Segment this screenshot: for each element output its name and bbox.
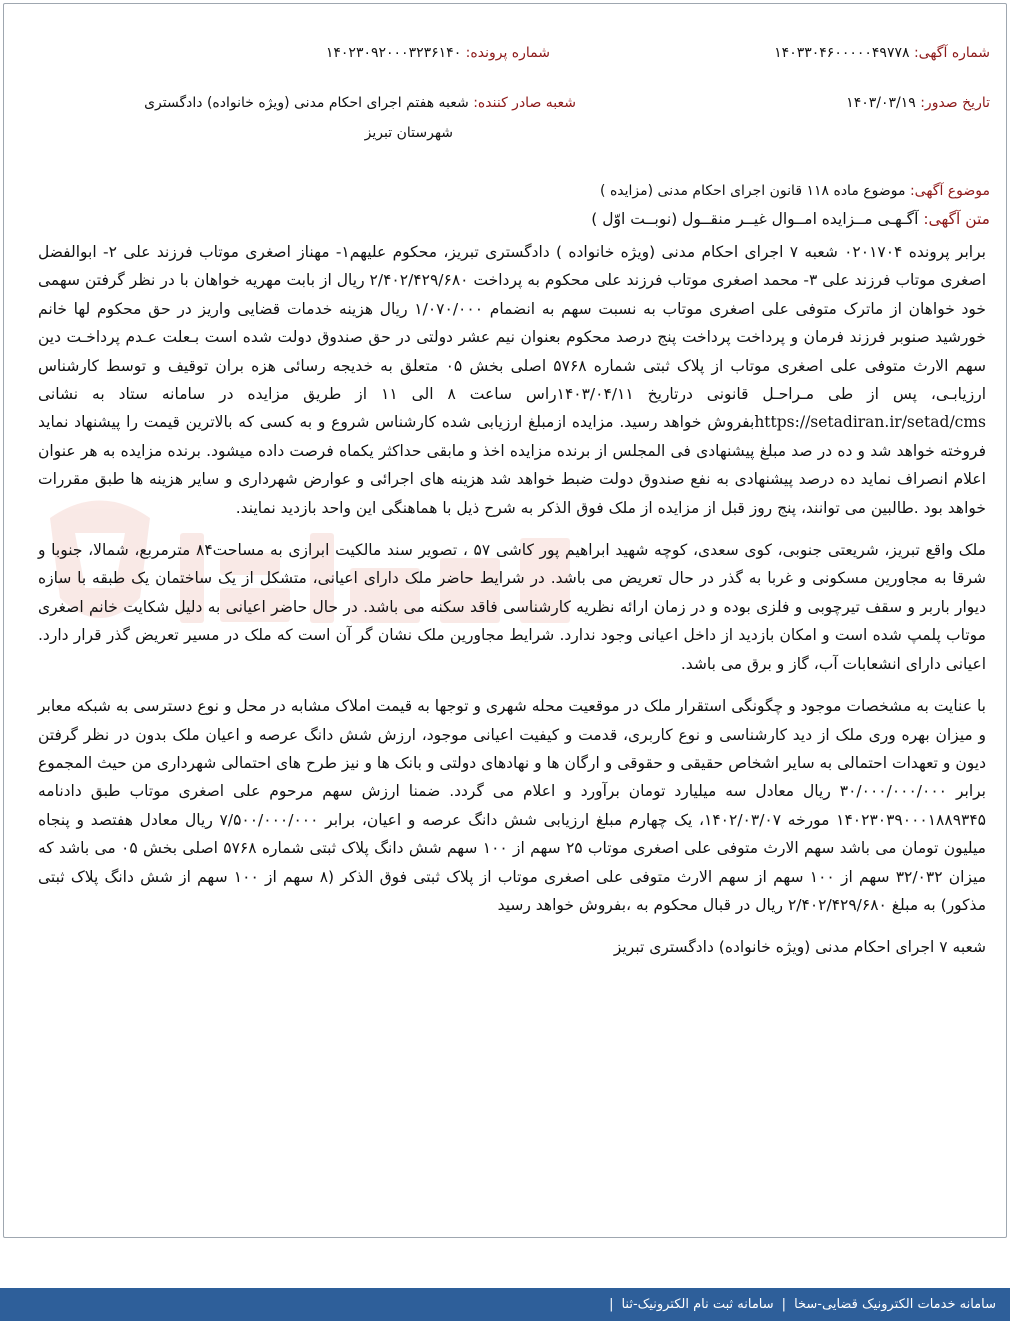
case-number-row <box>326 42 550 64</box>
issuer-row <box>144 92 576 114</box>
paragraph-2: ملک واقع تبریز، شریعتی جنوبی، کوی سعدی، کوچه شهید ابراهیم پور کاشی ۵۷ ، تصویر سند مالکیت ابرازی به مساحت۸۴ مترمربع، شمالا، جنوبا و شرقا به مجاورین مسکونی و غربا به گذر در حال تعریض می باشد. در شرایط حاضر ملک دارای اعیانی، متشکل از یک ساختمان یک طبقه با سازه دیوار باربر و سقف تیرچوبی و فلزی بوده و در زمان ارائه نظریه کارشناسی فاقد سکنه می باشد. در حال حاضر اعیانی به دلیل شکایت خانم اصغری موتاب پلمپ شده است و امکان بازدید از داخل اعیانی وجود ندارد. شرایط مجاورین ملک نشان گر آن است که ملک در مسیر تعریض گذر قرار دارد. اعیانی دارای انشعابات آب، گاز و برق می باشد. <box>38 541 986 673</box>
issue-date-row <box>846 92 990 114</box>
issuer-label: شعبه صادر کننده: <box>473 95 576 111</box>
text-title: آگـهـی مــزایده امــوال غیــر منقــول (نوبــت اوّل ) <box>591 210 919 228</box>
paragraph-1a: برابر پرونده ۰۲۰۱۷۰۴ شعبه ۷ اجرای احکام مدنی (ویژه خانواده ) دادگستری تبریز، محکوم علیهم۱- مهناز اصغری موتاب فرزند علی ۲- ابوالفضل اصغری موتاب فرزند علی ۳- محمد اصغری موتاب فرزند علی محکوم به پرداخت ۲/۴۰۲/۴۲۹/۶۸۰ ریال از بابت مهریه خواهان با در نظر گرفتن سهمی خود خواهان از ماترک متوفی علی اصغری موتاب به نسبت سهم به انضمام ۱/۰۷۰/۰۰۰ ریال هزینه خدمات قضایی واریز در حق محکوم لها خانم خورشید صنوبر فرزند فرمان و پرداخت پرداخت پنج درصد محکوم بعنوان نیم عشر دولتی در حق صندوق دولت شده است بـعلت عـدم پرداخـت دین سهم الارث متوفی علی اصغری موتاب از پلاک ثبتی شماره ۵۷۶۸ اصلی بخش ۰۵ متعلق به خدیجه رسائی هزه بران توقیف و توسط کارشناس ارزیابـی، پس از طی مـراحـل قانونی درتاریخ ۱۴۰۳/۰۴/۱۱راس ساعت ۸ الی ۱۱ از طریق مزایده در سامانه ستاد به نشانی <box>38 243 987 404</box>
setad-url-link[interactable]: https://setadiran.ir/setad/cms <box>754 413 986 432</box>
subject-label: موضوع آگهی: <box>909 183 990 199</box>
signature: شعبه ۷ اجرای احکام مدنی (ویژه خانواده) دادگستری تبریز <box>613 938 986 957</box>
notice-body <box>38 238 986 976</box>
issuer-line2-row <box>365 122 453 144</box>
text-label: متن آگهی: <box>923 210 990 228</box>
footer-link-sana[interactable]: سامانه ثبت نام الکترونیک-ثنا <box>621 1297 774 1312</box>
notice-number: ۱۴۰۳۳۰۴۶۰۰۰۰۰۴۹۷۷۸ <box>774 45 910 61</box>
footer-separator: | <box>781 1297 787 1312</box>
notice-number-row <box>774 42 990 64</box>
subject-text: موضوع ماده ۱۱۸ قانون اجرای احکام مدنی (مزایده ) <box>600 183 906 199</box>
footer-link-sakha[interactable]: سامانه خدمات الکترونیک قضایی-سخا <box>794 1297 996 1312</box>
issue-date-label: تاریخ صدور: <box>920 95 990 111</box>
subject-row <box>600 180 990 202</box>
footer-bar <box>0 1288 1010 1321</box>
issuer-line2: شهرستان تبریز <box>364 125 453 141</box>
notice-number-label: شماره آگهی: <box>913 45 990 61</box>
paragraph-3: با عنایت به مشخصات موجود و چگونگی استقرار ملک در موقعیت محله شهری و توجها به قیمت املاک مشابه در محل و نوع دسترسی به شبکه معابر و میزان بهره وری ملک از دید کارشناسی و نوع کاربری، قدمت و کیفیت اعیانی موجود، ارزش شش دانگ عرصه و اعیان ملک بدون در نظر گرفتن دیون و تعهدات احتمالی به سایر اشخاص حقیقی و حقوقی و ارگان ها و نهادهای دولتی و بانک ها و نیز طرح های احتمالی شهرداری من حیث المجموع برابر ۳۰/۰۰۰/۰۰۰/۰۰۰ ریال معادل سه میلیارد تومان برآورد و اعلام می گردد. ضمنا ارزش سهم مرحوم علی اصغری موتاب طبق دادنامه ۱۴۰۲۳۰۳۹۰۰۰۱۸۸۹۳۴۵ مورخه ۱۴۰۲/۰۳/۰۷، یک چهارم مبلغ ارزیابی شش دانگ عرصه و اعیان، برابر ۷/۵۰۰/۰۰۰/۰۰۰ ریال معادل هفتصد و پنجاه میلیون تومان می باشد سهم الارث متوفی علی اصغری موتاب ۲۵ سهم از ۱۰۰ سهم شش دانگ پلاک ثبتی شماره ۵۷۶۸ اصلی بخش ۰۵ می باشد که میزان ۳۲/۰۳۲ سهم از ۱۰۰ سهم از سهم الارث متوفی علی اصغری موتاب از پلاک ثبتی فوق الذکر (۸ سهم از ۱۰۰ سهم از شش دانگ پلاک ثبتی مذکور) به مبلغ ۲/۴۰۲/۴۲۹/۶۸۰ ریال در قبال محکوم به ،بفروش خواهد رسید <box>38 697 986 914</box>
text-title-row <box>591 204 990 234</box>
issuer-line1: شعبه هفتم اجرای احکام مدنی (ویژه خانواده) دادگستری <box>144 95 469 111</box>
case-number-label: شماره پرونده: <box>465 45 550 61</box>
paragraph-1b: بفروش خواهد رسید. مزایده ازمبلغ ارزیابی شده کارشناس شروع و به کسی که بالاترین قیمت را پیشنهاد نماید فروخته خواهد شد و ده در صد مبلغ پیشنهادی فی المجلس از برنده مزایده اخذ و مابقی حداکثر یکماه فرصت داده میشود. برنده مزایده به هر عنوان اعلام انصراف نماید ده درصد پیشنهادی به نفع صندوق دولت ضبط خواهد شد هزینه های اجرائی و عوارض شهرداری و سایر هزینه ها طبق مقررات خواهد بود .طالبین می توانند، پنج روز قبل از مزایده از ملک فوق الذکر به شرح ذیل با هماهنگی این واحد بازدید نمایند. <box>38 413 986 517</box>
issue-date: ۱۴۰۳/۰۳/۱۹ <box>846 95 916 111</box>
paragraph-1 <box>38 238 986 522</box>
footer-separator-2: | <box>609 1297 614 1312</box>
case-number: ۱۴۰۲۳۰۹۲۰۰۰۳۲۳۶۱۴۰ <box>325 45 462 61</box>
